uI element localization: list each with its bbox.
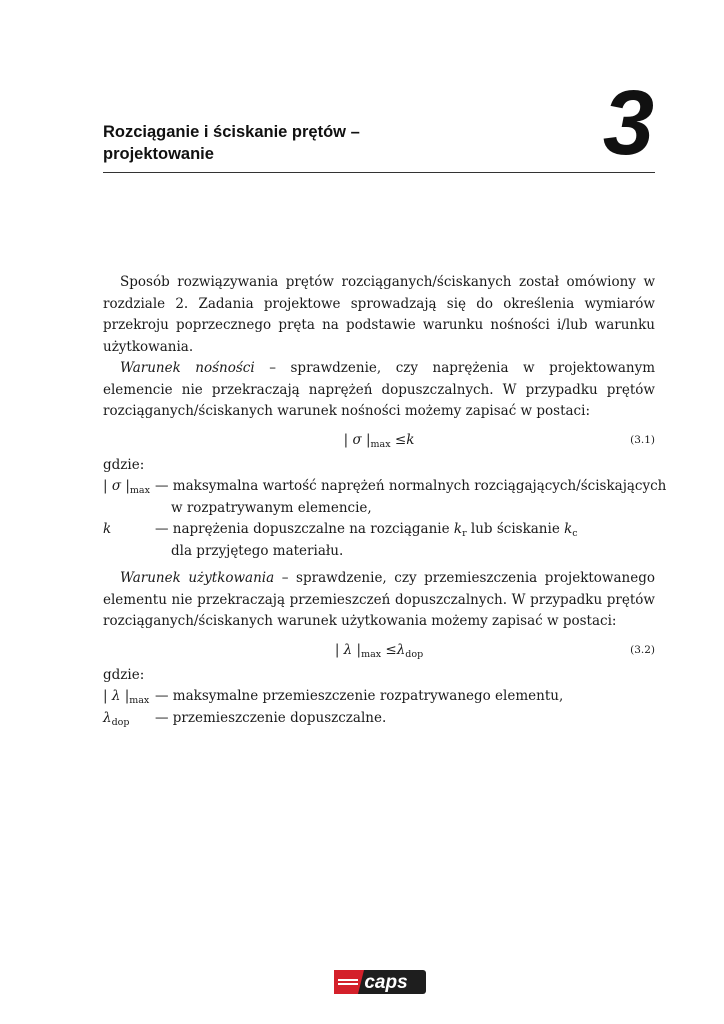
- definition-k: [103, 519, 655, 562]
- chapter-number: 3: [602, 72, 654, 174]
- definition-sigma-max-line-2: w rozpatrywanym elemencie,: [171, 499, 372, 516]
- where-label-2: gdzie:: [103, 666, 145, 683]
- equation-3-1-formula: | σ $|_{max} \le k$: [343, 431, 415, 450]
- symbol-lambda-max: | λ $|_{max}$: [103, 688, 150, 706]
- load-capacity-term: Warunek nośności: [120, 360, 255, 376]
- load-capacity-text: – sprawdzenie, czy naprężenia w projektowanym elemencie nie przekraczają naprężeń dopuszczalnych. W przypadku prętów rozciąganych/ściskanych warunek nośności możemy zapisać w postaci:: [103, 360, 655, 419]
- serviceability-text: – sprawdzenie, czy przemieszczenia projektowanego elementu nie przekraczają przemieszczeń dopuszczalnych. W przypadku prętów rozciąganych/ściskanych warunek użytkowania możemy zapisać w postaci:: [103, 570, 655, 629]
- symbol-lambda-dop: $\lambda_{dop}$: [103, 709, 130, 728]
- serviceability-paragraph: [103, 568, 655, 633]
- definition-lambda-max: [103, 686, 655, 708]
- chapter-title-line-1: Rozciąganie i ściskanie prętów –: [103, 123, 360, 141]
- publisher-logo-text: caps: [364, 972, 408, 993]
- definition-lambda-max-line-1: — maksymalne przemieszczenie rozpatrywanego elementu,: [155, 688, 564, 704]
- definition-lambda-dop: [103, 708, 655, 730]
- definition-sigma-max-line-1: — maksymalna wartość naprężeń normalnych rozciągających/ściskających: [155, 478, 667, 494]
- equation-3-1: [103, 429, 655, 451]
- definition-k-line-1: — naprężenia dopuszczalne na rozciąganie $k_r$ lub ściskanie $k_c$: [155, 521, 578, 539]
- chapter-body: [103, 272, 667, 729]
- load-capacity-paragraph: [103, 358, 655, 423]
- where-label-1: gdzie:: [103, 456, 145, 473]
- equation-3-2: [103, 639, 655, 661]
- symbol-k: k: [103, 521, 112, 537]
- definition-sigma-max: [103, 476, 667, 519]
- equation-3-1-number: (3.1): [630, 433, 655, 446]
- intro-paragraph: Sposób rozwiązywania prętów rozciąganych/ściskanych został omówiony w rozdziale 2. Zadania projektowe sprowadzają się do określenia wymiarów przekroju poprzecznego pręta na podstawie warunku nośności i/lub warunku użytkowania.: [103, 274, 655, 355]
- definition-lambda-dop-line-1: — przemieszczenie dopuszczalne.: [155, 709, 387, 726]
- header-divider: [103, 172, 655, 173]
- definition-k-line-2: dla przyjętego materiału.: [171, 542, 344, 559]
- equation-3-2-formula: | λ $|_{max} \le\lambda_{dop}$: [334, 641, 424, 660]
- serviceability-term: Warunek użytkowania: [120, 570, 275, 586]
- chapter-title: [103, 121, 523, 165]
- chapter-title-line-2: projektowanie: [103, 145, 214, 163]
- symbol-sigma-max: | σ $|_{max}$: [103, 478, 150, 496]
- equation-3-2-number: (3.2): [630, 643, 655, 656]
- publisher-logo: [334, 970, 426, 994]
